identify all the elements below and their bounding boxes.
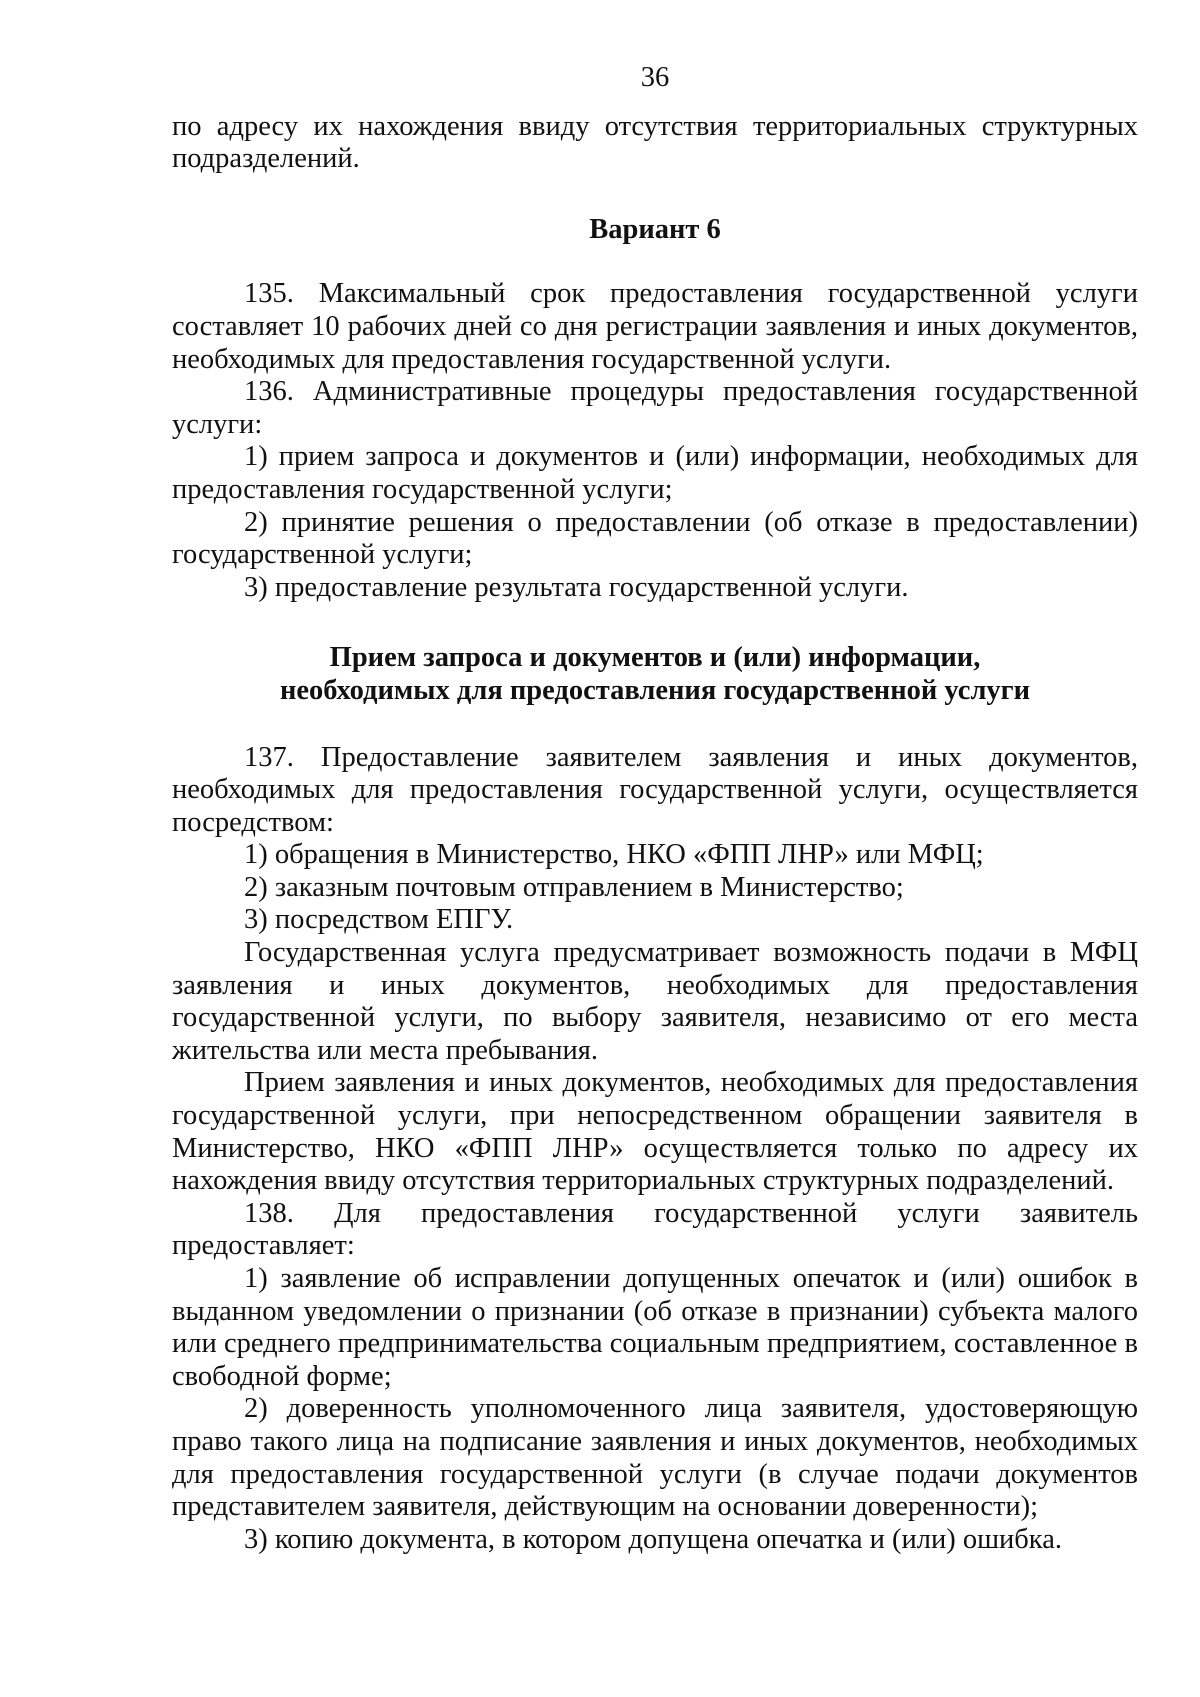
section-heading <box>172 642 1138 707</box>
paragraph-136-item-3: 3) предоставление результата государственной услуги. <box>244 571 909 603</box>
variant-heading: Вариант 6 <box>589 213 721 245</box>
paragraph-135: 135. Максимальный срок предоставления государственной услуги составляет 10 рабочих дней со дня регистрации заявления и иных документов, необходимых для предоставления государственной услуги. <box>172 278 1138 375</box>
paragraph-136: 136. Административные процедуры предоставления государственной услуги: <box>172 376 1138 440</box>
paragraph-137-text-1: Государственная услуга предусматривает возможность подачи в МФЦ заявления и иных документов, необходимых для предоставления государственной услуги, по выбору заявителя, независимо от его места жительства или места пребывания. <box>172 937 1138 1066</box>
paragraph-137-item-1: 1) обращения в Министерство, НКО «ФПП ЛНР» или МФЦ; <box>244 839 984 871</box>
paragraph-138-item-3: 3) копию документа, в котором допущена опечатка и (или) ошибка. <box>244 1523 1062 1555</box>
paragraph-137-item-3: 3) посредством ЕПГУ. <box>244 904 514 936</box>
intro-paragraph: по адресу их нахождения ввиду отсутствия территориальных структурных подразделений. <box>172 110 1138 175</box>
paragraph-136-item-2: 2) принятие решения о предоставлении (об отказе в предоставлении) государственной услуги; <box>172 506 1138 571</box>
section-heading-line-2: необходимых для предоставления государственной услуги <box>279 674 1031 706</box>
paragraph-138: 138. Для предоставления государственной услуги заявитель предоставляет: <box>172 1197 1138 1262</box>
paragraph-138-item-1: 1) заявление об исправлении допущенных опечаток и (или) ошибок в выданном уведомлении о признании (об отказе в признании) субъекта малого или среднего предпринимательства социальным предприятием, составленное в свободной форме; <box>172 1263 1138 1392</box>
paragraph-137-item-2: 2) заказным почтовым отправлением в Министерство; <box>244 871 904 903</box>
paragraph-138-item-2: 2) доверенность уполномоченного лица заявителя, удостоверяющую право такого лица на подписание заявления и иных документов, необходимых для предоставления государственной услуги (в случае подачи документов представителем заявителя, действующим на основании доверенности); <box>172 1393 1138 1523</box>
document-page <box>172 62 1138 1556</box>
paragraph-137-text-2: Прием заявления и иных документов, необходимых для предоставления государственной услуги, при непосредственном обращении заявителя в Министерство, НКО «ФПП ЛНР» осуществляется только по адресу их нахождения ввиду отсутствия территориальных структурных подразделений. <box>172 1067 1138 1197</box>
paragraph-136-item-1: 1) прием запроса и документов и (или) информации, необходимых для предоставления государственной услуги; <box>172 441 1138 505</box>
paragraph-137: 137. Предоставление заявителем заявления и иных документов, необходимых для предоставления государственной услуги, осуществляется посредством: <box>172 741 1138 838</box>
page-number: 36 <box>640 62 670 93</box>
section-heading-line-1: Прием запроса и документов и (или) информации, <box>329 642 981 674</box>
